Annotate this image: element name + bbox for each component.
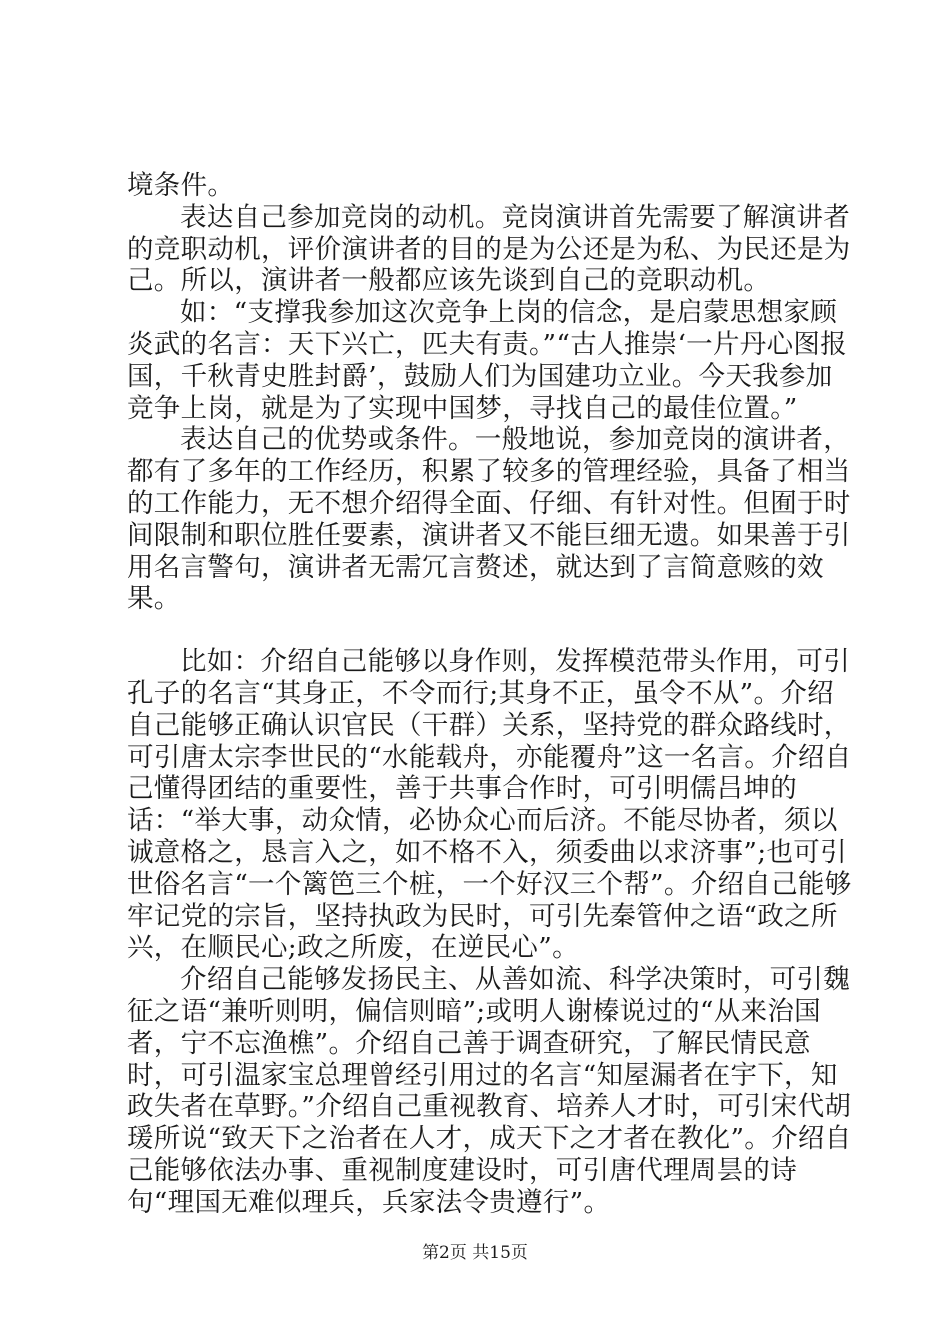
paragraph-motivation: 表达自己参加竞岗的动机。竞岗演讲首先需要了解演讲者的竞职动机，评价演讲者的目的是为公还是为私、为民还是为己。所以，演讲者一般都应该先谈到自己的竞职动机。: [127, 201, 851, 297]
paragraph-continuation: 境条件。: [127, 170, 235, 201]
page-number-footer: 第2页 共15页: [422, 1243, 528, 1263]
paragraph-motivation-example: 如：“支撑我参加这次竞争上岗的信念，是启蒙思想家顾炎武的名言：天下兴亡，匹夫有责。”“古人推崇‘一片丹心图报国，千秋青史胜封爵’，鼓励人们为国建功立业。今天我参加竞争上岗，就是为了实现中国梦，寻找自己的最佳位置。”: [127, 297, 847, 424]
paragraph-quotes-examples: 比如：介绍自己能够以身作则，发挥模范带头作用，可引孔子的名言“其身正，不令而行;其身不正，虽令不从”。介绍自己能够正确认识官民（干群）关系，坚持党的群众路线时，可引唐太宗李世民的“水能载舟，亦能覆舟”这一名言。介绍自己懂得团结的重要性，善于共事合作时，可引明儒吕坤的话：“举大事，动众情，必协众心而后济。不能尽协者，须以诚意格之，恳言入之，如不格不入，须委曲以求济事”;也可引世俗名言“一个篱笆三个桩，一个好汉三个帮”。介绍自己能够牢记党的宗旨，坚持执政为民时，可引先秦管仲之语“政之所兴，在顺民心;政之所废，在逆民心”。: [127, 646, 852, 964]
paragraph-more-quotes: 介绍自己能够发扬民主、从善如流、科学决策时，可引魏征之语“兼听则明，偏信则暗”;或明人谢榛说过的“从来治国者，宁不忘渔樵”。介绍自己善于调查研究，了解民情民意时，可引温家宝总理曾经引用过的名言“知屋漏者在宇下，知政失者在草野。”介绍自己重视教育、培养人才时，可引宋代胡瑗所说“致天下之治者在人才，成天下之才者在教化”。介绍自己能够依法办事、重视制度建设时，可引唐代理周昙的诗句“理国无难似理兵，兵家法令贵遵行”。: [127, 964, 852, 1218]
paragraph-advantages: 表达自己的优势或条件。一般地说，参加竞岗的演讲者，都有了多年的工作经历，积累了较多的管理经验，具备了相当的工作能力，无不想介绍得全面、仔细、有针对性。但囿于时间限制和职位胜任要素，演讲者又不能巨细无遗。如果善于引用名言警句，演讲者无需冗言赘述，就达到了言简意赅的效果。: [127, 424, 851, 615]
document-body: [127, 170, 857, 1219]
